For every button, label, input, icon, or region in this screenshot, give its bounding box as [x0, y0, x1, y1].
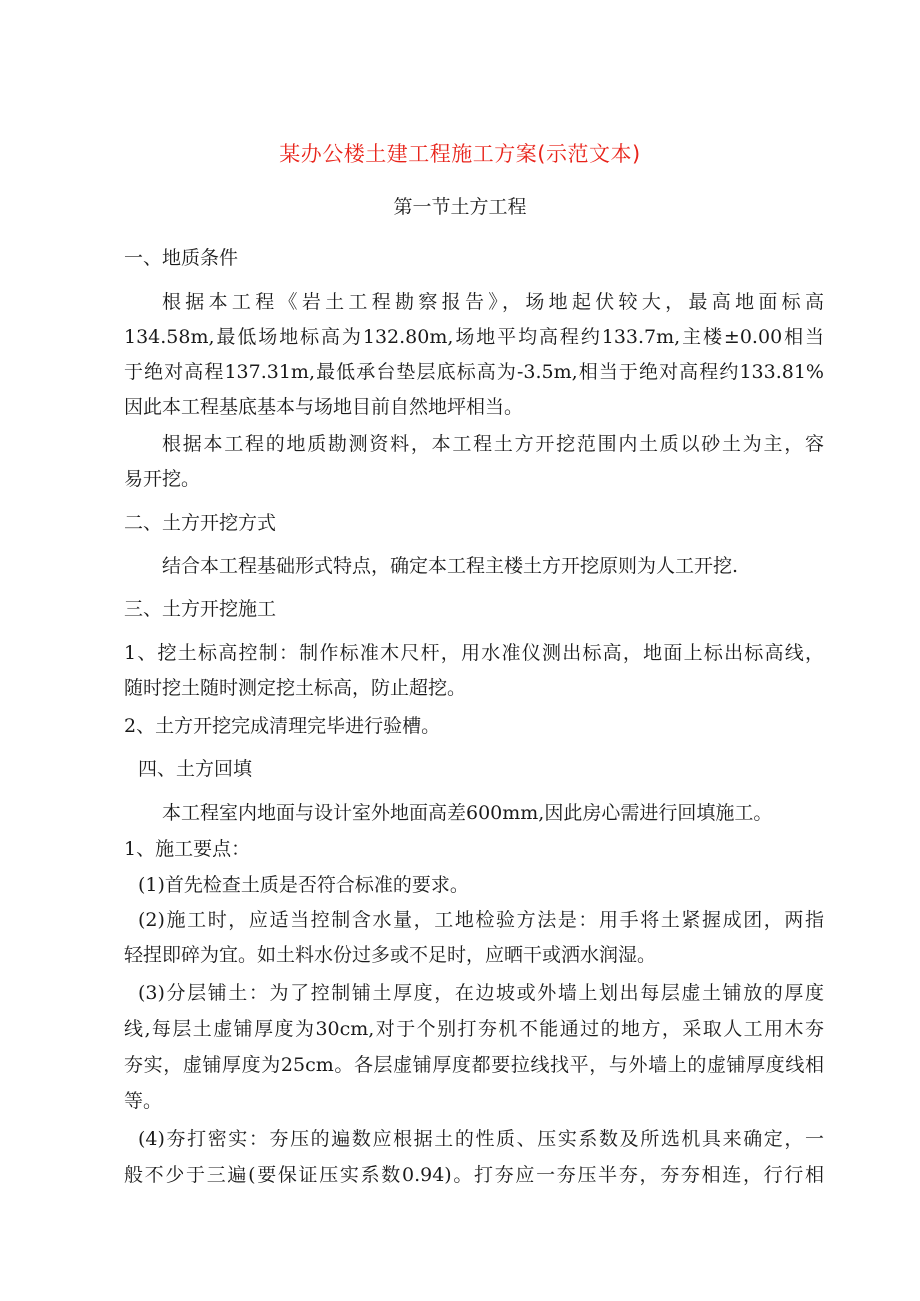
- list-item-line: 夯实，虚铺厚度为25cm。各层虚铺厚度都要拉线找平，与外墙上的虚铺厚度线相: [124, 1054, 824, 1076]
- paragraph-line: 于绝对高程137.31m,最低承台垫层底标高为-3.5m,相当于绝对高程约133.81%: [124, 361, 824, 383]
- heading-geology: 一、地质条件: [124, 247, 239, 269]
- list-item-line: 般不少于三遍(要保证压实系数0.94)。打夯应一夯压半夯，夯夯相连，行行相: [124, 1164, 824, 1186]
- paragraph-line: 易开挖。: [124, 468, 201, 490]
- paragraph-line: 134.58m,最低场地标高为132.80m,场地平均高程约133.7m,主楼±0.00相当: [124, 326, 824, 348]
- paragraph-line: 结合本工程基础形式特点，确定本工程主楼土方开挖原则为人工开挖.: [162, 555, 739, 577]
- points-heading: 1、施工要点：: [124, 838, 251, 860]
- list-item-line: 2、土方开挖完成清理完毕进行验槽。: [124, 715, 441, 737]
- list-item-line: 轻捏即碎为宜。如土料水份过多或不足时，应晒干或洒水润湿。: [124, 944, 657, 966]
- list-item-line: (4)夯打密实：夯压的遍数应根据土的性质、压实系数及所选机具来确定，一: [138, 1128, 824, 1150]
- paragraph-line: 根据本工程《岩土工程勘察报告》，场地起伏较大，最高地面标高: [162, 291, 824, 313]
- list-item-line: (3)分层铺土：为了控制铺土厚度，在边坡或外墙上划出每层虚土铺放的厚度: [138, 982, 824, 1004]
- list-item-line: 1、挖土标高控制：制作标准木尺杆，用水准仪测出标高，地面上标出标高线，: [124, 642, 824, 664]
- heading-method: 二、土方开挖方式: [124, 512, 277, 534]
- paragraph-line: 根据本工程的地质勘测资料，本工程土方开挖范围内土质以砂土为主，容: [162, 433, 824, 455]
- heading-backfill: 四、土方回填: [138, 758, 253, 780]
- section-title: 第一节土方工程: [393, 196, 527, 218]
- list-item-line: 等。: [124, 1090, 163, 1112]
- list-item-line: (2)施工时，应适当控制含水量，工地检验方法是：用手将土紧握成团，两指: [138, 909, 824, 931]
- heading-construction: 三、土方开挖施工: [124, 598, 277, 620]
- document-title: 某办公楼土建工程施工方案(示范文本): [279, 142, 641, 166]
- paragraph-line: 本工程室内地面与设计室外地面高差600mm,因此房心需进行回填施工。: [162, 802, 773, 824]
- paragraph-line: 因此本工程基底基本与场地目前自然地坪相当。: [124, 396, 524, 418]
- list-item-line: (1)首先检查土质是否符合标准的要求。: [138, 874, 469, 896]
- list-item-line: 随时挖土随时测定挖土标高，防止超挖。: [124, 677, 467, 699]
- list-item-line: 线,每层土虚铺厚度为30cm,对于个别打夯机不能通过的地方，采取人工用木夯: [124, 1018, 824, 1040]
